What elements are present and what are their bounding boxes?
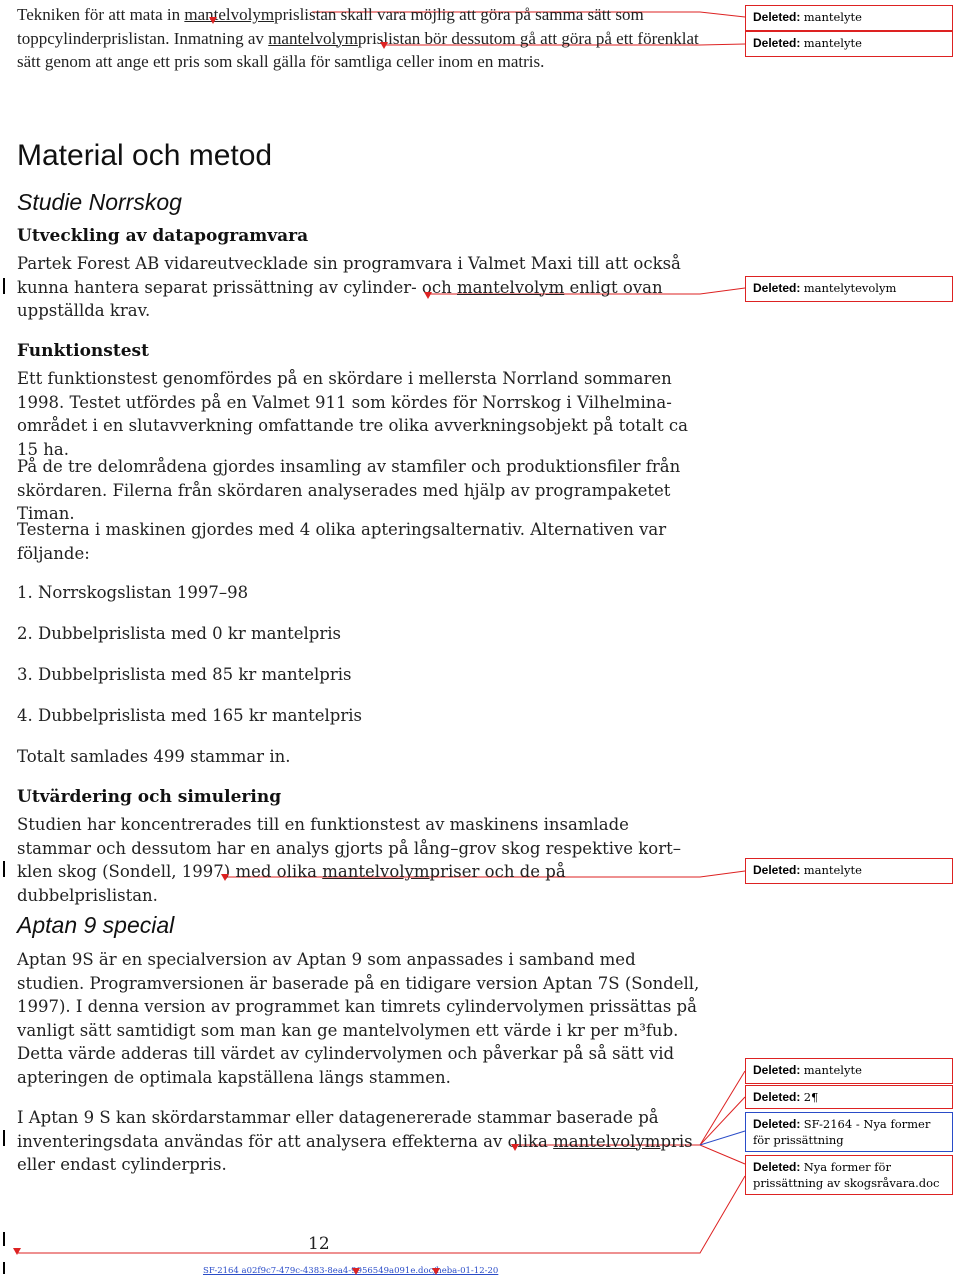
balloon-label: Deleted: (753, 863, 801, 877)
funktionstest-paragraph-2: På de tre delområdena gjordes insamling av stamfiler och produktionsfiler från skördaren. Filerna från skördaren analyserades med hjälp av programpaketet Timan. (17, 457, 681, 523)
deleted-balloon-5[interactable] (745, 1058, 953, 1084)
page-number: 12 (308, 1234, 330, 1254)
deleted-balloon-2[interactable] (745, 31, 953, 57)
deleted-balloon-8[interactable] (745, 1155, 953, 1195)
balloon-label: Deleted: (753, 10, 801, 24)
change-bar (3, 1130, 5, 1146)
deletion-marker (424, 292, 432, 299)
balloon-label: Deleted: (753, 1160, 801, 1174)
deletion-marker (380, 42, 388, 49)
footer-filename: SF-2164 a02f9c7-479c-4383-8ea4-9956549a091e.doc/heba-01-12-20 (203, 1266, 499, 1276)
aptan-paragraph-2 (17, 1106, 707, 1177)
deletion-marker (13, 1248, 21, 1255)
aptan-paragraph-1: Aptan 9S är en specialversion av Aptan 9 som anpassades i samband med studien. Programversionen är baserade på en tidigare version Aptan 7S (Sondell, 1997). I denna version av programmet kan timrets cylindervolymen prissättas på vanligt sätt samtidigt som man kan ge mantelvolymen ett värde i kr per m³fub. Detta värde adderas till värdet av cylindervolymen och påverkar på så sätt vid apteringen de optimala kapställena längs stammen. (17, 950, 700, 1087)
deleted-balloon-4[interactable] (745, 858, 953, 884)
alternative-item-2: 2. Dubbelprislista med 0 kr mantelpris (17, 624, 342, 643)
balloon-value: mantelyte (803, 863, 862, 877)
deletion-marker (352, 1268, 360, 1275)
deleted-balloon-6[interactable] (745, 1085, 953, 1109)
balloon-value: 2¶ (803, 1090, 819, 1104)
aptan-text-a: I Aptan 9 S kan skördarstammar eller datagenererade stammar baserade på inventeringsdata användas för att analysera effekterna av olika (17, 1108, 659, 1151)
utvardering-tracked-word: mantelvolym (322, 862, 430, 881)
section-subtitle: Studie Norrskog (17, 189, 182, 215)
balloon-value: mantelytevolym (803, 281, 897, 295)
alternative-item-1: 1. Norrskogslistan 1997–98 (17, 583, 249, 602)
change-bar (3, 861, 5, 877)
change-bar (3, 1232, 5, 1246)
balloon-label: Deleted: (753, 1063, 801, 1077)
funktionstest-paragraph-4: Totalt samlades 499 stammar in. (17, 747, 291, 766)
funktionstest-paragraph-3: Testerna i maskinen gjordes med 4 olika apteringsalternativ. Alternativen var följande: (17, 520, 667, 563)
utveckling-text-a: Partek Forest AB vidareutvecklade sin programvara i Valmet Maxi till att också kunna hantera separat prissättning av cylinder- och (17, 254, 681, 297)
deletion-marker (209, 17, 217, 24)
balloon-label: Deleted: (753, 1090, 801, 1104)
utvardering-paragraph (17, 813, 707, 907)
change-bar (3, 278, 5, 294)
alternative-item-4: 4. Dubbelprislista med 165 kr mantelpris (17, 706, 363, 725)
section-title: Material och metod (17, 139, 273, 172)
intro-text-b: prislistan skall vara möjlig att göra på samma sätt som toppcylinderprislistan. Inmatning av (17, 5, 644, 48)
aptan-tracked-word: mantelvolym (553, 1131, 661, 1151)
aptan-text-b: pris eller endast cylinderpris. (17, 1131, 693, 1174)
deletion-marker (432, 1268, 440, 1275)
balloon-label: Deleted: (753, 281, 801, 295)
intro-tracked-word-2: mantelvolym (268, 28, 358, 48)
funktionstest-paragraph-1: Ett funktionstest genomfördes på en skördare i mellersta Norrland sommaren 1998. Testet utfördes på en Valmet 911 som kördes för Norrskog i Vilhelmina-området i en slutavverkning omfattande tre olika avverkningsobjekt på totalt ca 15 ha. (17, 369, 688, 459)
utveckling-tracked-word: mantelvolym (456, 277, 565, 297)
change-bar (3, 1262, 5, 1274)
heading-utvardering: Utvärdering och simulering (17, 787, 282, 807)
deletion-marker (221, 874, 229, 881)
balloon-value: mantelyte (803, 36, 862, 50)
aptan-title: Aptan 9 special (17, 912, 175, 938)
intro-text-a: Tekniken för att mata in (17, 5, 185, 24)
intro-paragraph (17, 3, 707, 74)
deleted-balloon-3[interactable] (745, 276, 953, 302)
balloon-value: mantelyte (803, 10, 862, 24)
balloon-value: mantelyte (803, 1063, 862, 1077)
balloon-label: Deleted: (753, 1117, 801, 1131)
utvardering-text-a: Studien har koncentrerades till en funktionstest av maskinens insamlade stammar och dessutom har en analys gjorts på lång–grov skog respektive kort–klen skog (Sondell, 1997) med olika (17, 815, 682, 881)
balloon-label: Deleted: (753, 36, 801, 50)
deleted-balloon-1[interactable] (745, 5, 953, 31)
heading-utveckling: Utveckling av datapogramvara (17, 226, 309, 246)
utveckling-paragraph (17, 252, 707, 323)
alternative-item-3: 3. Dubbelprislista med 85 kr mantelpris (17, 665, 352, 684)
balloon-value: Nya former för prissättning av skogsråvara.doc (753, 1160, 940, 1190)
deleted-balloon-7[interactable] (745, 1112, 953, 1152)
heading-funktionstest: Funktionstest (17, 341, 149, 361)
utvardering-text-b: priser och de på dubbelprislistan. (17, 862, 566, 905)
intro-tracked-word-1: mantelvolym (184, 5, 275, 24)
balloon-value: SF-2164 - Nya former för prissättning (753, 1117, 931, 1147)
utveckling-text-b: enligt ovan uppställda krav. (17, 277, 663, 320)
intro-text-c: prislistan bör dessutom gå att göra på ett förenklat sätt genom att ange ett pris som skall gälla för samtliga celler inom en matris. (17, 28, 699, 71)
deletion-marker (511, 1144, 519, 1151)
